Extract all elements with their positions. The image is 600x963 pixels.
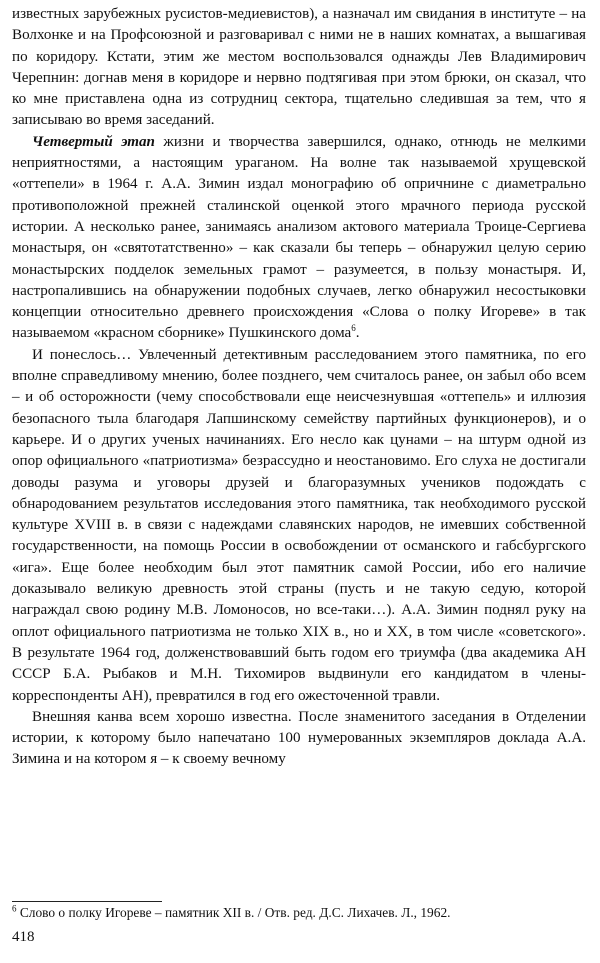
footnote-separator — [12, 901, 162, 902]
paragraph-2-lead: Четвертый этап — [32, 133, 155, 150]
paragraph-2-end: . — [355, 325, 360, 342]
paragraph-3: И понеслось… Увлеченный детективным расследованием этого памятника, по его вполне справедливому мнению, более позднего, чем считалось ранее, он забыл обо всем – и об осторожности (чему способствовали еще неисчезнувшая «оттепель» и иллюзия безопасного тыла благодаря Лапшинскому семейству партийных функционеров), и о карьере. И о других ученых начинаниях. Его несло как цунами – на штурм одной из опор официального «патриотизма» безрассудно и неостановимо. Его слуха не достигали доводы разума и уговоры друзей и благоразумных учеников подождать с обнародованием результатов исследования этого памятника, так необходимого русской культуре XVIII в. в связи с надеждами славянских народов, не имевших собственной государственности, на помощь России в освобождении от османского и габсбургского «ига». Еще более необходим был этот памятник самой России, ибо его наличие доказывало великую древность этой страны (пусть и не такую седую, которой награждал свою родину М.В. Ломоносов, но все-таки…). А.А. Зимин поднял руку на оплот официального патриотизма не только XIX в., но и XX, в том числе «советского». В результате 1964 год, долженствовавший быть годом его триумфа (два академика АН СССР Б.А. Рыбаков и М.Н. Тихомиров выдвинули его кандидатом в члены-корреспонденты АН), превратился в год его ожесточенной травли. — [12, 346, 586, 704]
paragraph-2-text: жизни и творчества завершился, однако, отнюдь не мелкими неприятностями, а настоящим ураганом. На волне так называемой хрущевской «оттепели» в 1964 г. А.А. Зимин издал монографию об опричнине с диаметрально противоположной прежней сталинской оценкой этого мрачного периода русской истории. А несколько ранее, занимаясь анализом актового материала Троице-Сергиева монастыря, он «святотатственно» – как сказали бы теперь – обнаружил целую серию монастырских подделок земельных грамот – разумеется, в пользу монастыря. И, настропалившись на обнаружении подобных случаев, легко обнаружил несостыковки концепции относительно древнего происхождения «Слова о полку Игореве» в так называемом «красном сборнике» Пушкинского дома — [12, 133, 586, 342]
paragraph-2 — [12, 132, 586, 345]
paragraph-4: Внешняя канва всем хорошо известна. После знаменитого заседания в Отделении истории, к которому было напечатано 100 нумерованных экземпляров доклада А.А. Зимина и на котором я – к своему вечному — [12, 708, 586, 768]
footnote-marker: 6 — [12, 903, 17, 914]
footnote-ref: 6 — [351, 323, 356, 334]
page-number: 418 — [12, 929, 35, 945]
footnote — [12, 904, 586, 922]
footnote-text: Слово о полку Игореве – памятник XII в. / Отв. ред. Д.С. Лихачев. Л., 1962. — [16, 905, 451, 920]
paragraph-1: известных зарубежных русистов-медиевистов), а назначал им свидания в институте – на Волхонке и на Профсоюзной и разговаривал с ними не в наших комнатах, а вышагивая по коридору. Кстати, этим же местом воспользовался однажды Лев Владимирович Черепнин: догнав меня в коридоре и нервно подтягивая при этом брюки, он сказал, что ко мне приставлена одна из сотрудниц сектора, тщательно следившая за тем, что я записываю во время заседаний. — [12, 6, 586, 129]
page-body — [12, 4, 586, 771]
